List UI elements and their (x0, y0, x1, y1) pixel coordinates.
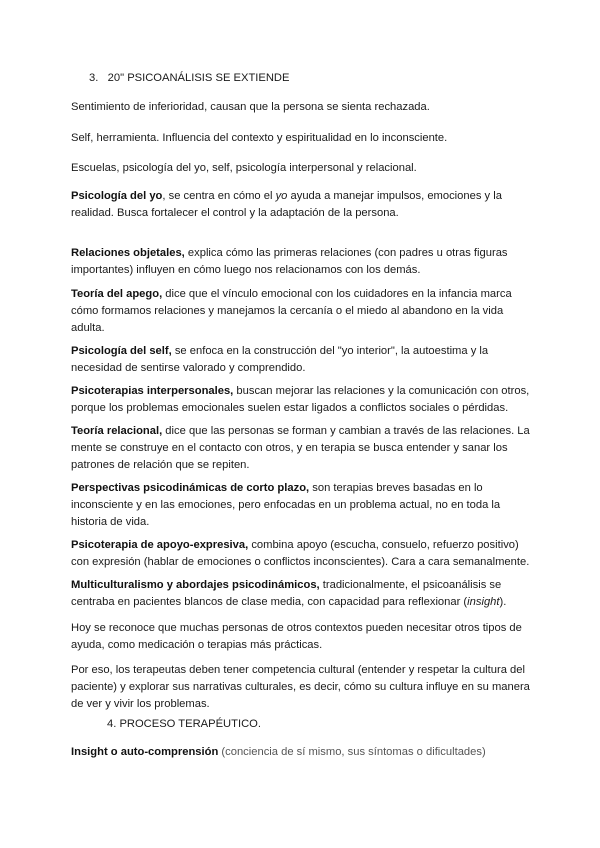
text: porque los problemas emocionales suelen estar ligados a conflictos sociales o pérdidas. (71, 402, 509, 414)
text: se enfoca en la construcción del "yo interior", la autoestima y la (171, 345, 489, 357)
text: necesidad de sentirse valorado y comprendido. (71, 362, 306, 374)
term-teoria-apego: Teoría del apego, (71, 288, 163, 300)
text: Por eso, los terapeutas deben tener competencia cultural (entender y respetar la cultura del (71, 664, 525, 676)
text: dice que el vínculo emocional con los cuidadores en la infancia marca (162, 288, 512, 300)
text: centraba en pacientes blancos de clase media, con capacidad para reflexionar ( (71, 596, 468, 608)
paragraph-self: Self, herramienta. Influencia del contexto y espiritualidad en lo inconsciente. (71, 132, 448, 144)
term-apoyo-expresiva: Psicoterapia de apoyo-expresiva, (71, 539, 249, 551)
term-perspectivas-corto-plazo: Perspectivas psicodinámicas de corto plazo, (71, 482, 310, 494)
text: adulta. (71, 322, 105, 334)
term-psicologia-self: Psicología del self, (71, 345, 172, 357)
term-teoria-relacional: Teoría relacional, (71, 425, 163, 437)
text: son terapias breves basadas en lo (309, 482, 483, 494)
italic-text: yo (275, 190, 288, 202)
section-heading-3 (89, 70, 289, 87)
section-title: 20" PSICOANÁLISIS SE EXTIENDE (107, 72, 290, 84)
text: (conciencia de sí mismo, sus síntomas o dificultades) (218, 746, 486, 758)
text: tradicionalmente, el psicoanálisis se (319, 579, 502, 591)
text: realidad. Busca fortalecer el control y la adaptación de la persona. (71, 207, 399, 219)
term-insight: Insight o auto-comprensión (71, 746, 219, 758)
text: inconsciente y en las emociones, pero enfocadas en un problema actual, no en toda la (71, 499, 501, 511)
paragraph-escuelas: Escuelas, psicología del yo, self, psicología interpersonal y relacional. (71, 162, 417, 174)
paragraph-inferioridad: Sentimiento de inferioridad, causan que la persona se sienta rechazada. (71, 101, 430, 113)
text: paciente) y explorar sus narrativas culturales, es decir, cómo su cultura influye en su manera (71, 681, 530, 693)
term-relaciones-objetales: Relaciones objetales, (71, 247, 185, 259)
text: Hoy se reconoce que muchas personas de otros contextos pueden necesitar otros tipos de (71, 622, 522, 634)
paragraph-insight (71, 744, 541, 761)
text: importantes) influyen en cómo luego nos relacionamos con los demás. (71, 264, 421, 276)
text: combina apoyo (escucha, consuelo, refuerzo positivo) (248, 539, 519, 551)
section-heading-4: 4. PROCESO TERAPÉUTICO. (107, 718, 261, 730)
text: patrones de relación que se repiten. (71, 459, 250, 471)
text: de ver y vivir los problemas. (71, 698, 210, 710)
text: ayuda a manejar impulsos, emociones y la (287, 190, 502, 202)
term-psicoterapias-interpersonales: Psicoterapias interpersonales, (71, 385, 234, 397)
italic-text: insight (467, 596, 500, 608)
text: mente se construye en el contacto con otros, y en terapia se busca entender y sanar los (71, 442, 508, 454)
text: buscan mejorar las relaciones y la comunicación con otros, (233, 385, 530, 397)
term-psicologia-yo: Psicología del yo (71, 190, 163, 202)
text: ). (499, 596, 507, 608)
text: con expresión (hablar de emociones o conflictos inconscientes). Cara a cara semanalmente. (71, 556, 530, 568)
text: historia de vida. (71, 516, 150, 528)
term-multiculturalismo: Multiculturalismo y abordajes psicodinámicos, (71, 579, 320, 591)
section-number: 3. (89, 72, 99, 84)
text: ayuda, como medicación o terapias más prácticas. (71, 639, 323, 651)
text: , se centra en cómo el (162, 190, 276, 202)
text: dice que las personas se forman y cambian a través de las relaciones. La (162, 425, 530, 437)
text: cómo formamos relaciones y manejamos la cercanía o el miedo al abandono en la vida (71, 305, 504, 317)
text: explica cómo las primeras relaciones (con padres u otras figuras (184, 247, 508, 259)
